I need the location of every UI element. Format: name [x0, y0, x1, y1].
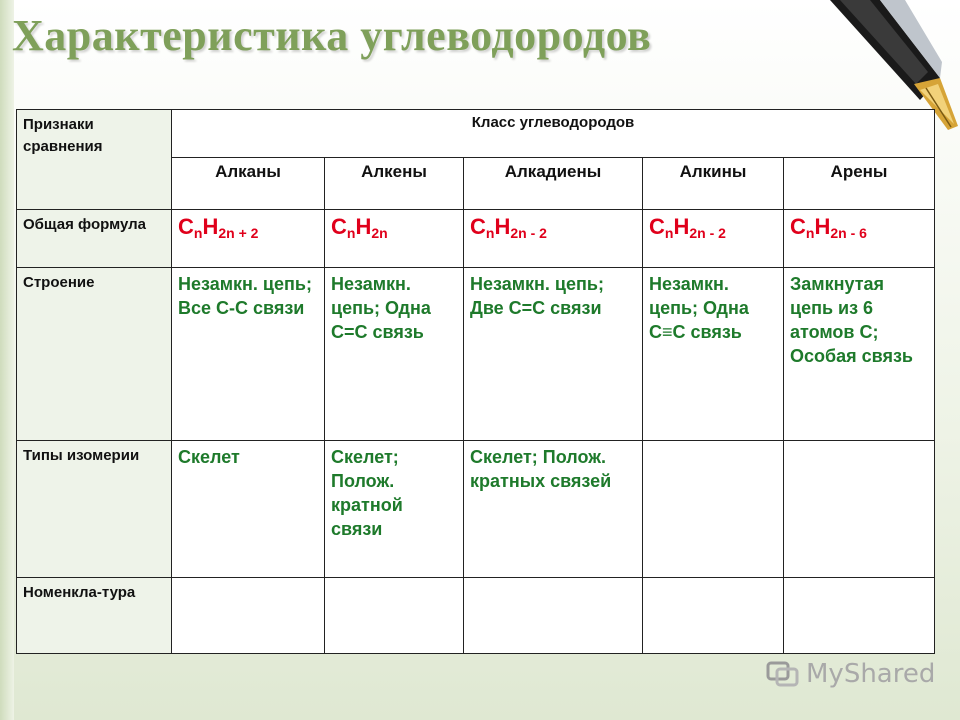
isomerism-alkenes: Скелет; Полож. кратной связи — [325, 441, 464, 578]
formula-arenes: $C_nH_{2n - 6}$ — [784, 210, 935, 268]
nomenclature-alkadienes — [464, 578, 643, 654]
table-row — [17, 210, 935, 268]
slides-logo-icon — [766, 659, 800, 689]
row-head-formula: Общая формула — [17, 210, 172, 268]
row-head-criteria: Признаки сравнения — [17, 110, 172, 210]
column-header-alkadienes: Алкадиены — [464, 158, 643, 210]
formula-alkenes: $C_nH_{2n}$ — [325, 210, 464, 268]
left-decor-band — [0, 0, 14, 720]
column-header-alkynes: Алкины — [643, 158, 784, 210]
row-head-structure: Строение — [17, 268, 172, 441]
watermark-logo — [766, 657, 936, 691]
nomenclature-arenes — [784, 578, 935, 654]
table-row — [17, 441, 935, 578]
isomerism-alkynes — [643, 441, 784, 578]
nomenclature-alkanes — [172, 578, 325, 654]
isomerism-alkanes: Скелет — [172, 441, 325, 578]
column-header-alkanes: Алканы — [172, 158, 325, 210]
nomenclature-alkenes — [325, 578, 464, 654]
isomerism-arenes — [784, 441, 935, 578]
structure-alkanes: Незамкн. цепь; Все С-С связи — [172, 268, 325, 441]
structure-alkynes: Незамкн. цепь; Одна С≡С связь — [643, 268, 784, 441]
class-header: Класс углеводородов — [172, 110, 935, 158]
formula-alkynes: $C_nH_{2n - 2}$ — [643, 210, 784, 268]
formula-alkadienes: $C_nH_{2n - 2}$ — [464, 210, 643, 268]
row-head-isomerism: Типы изомерии — [17, 441, 172, 578]
table-row — [17, 110, 935, 158]
nomenclature-alkynes — [643, 578, 784, 654]
row-head-nomenclature: Номенкла-тура — [17, 578, 172, 654]
watermark-text: MyShared — [806, 659, 936, 689]
table-row — [17, 578, 935, 654]
table-row — [17, 268, 935, 441]
structure-alkadienes: Незамкн. цепь; Две С=С связи — [464, 268, 643, 441]
page-title: Характеристика углеводородов — [12, 11, 652, 60]
structure-arenes: Замкнутая цепь из 6 атомов С; Особая связь — [784, 268, 935, 441]
formula-alkanes: $C_nH_{2n + 2}$ — [172, 210, 325, 268]
hydrocarbons-table — [16, 109, 935, 654]
column-header-arenes: Арены — [784, 158, 935, 210]
structure-alkenes: Незамкн. цепь; Одна С=С связь — [325, 268, 464, 441]
column-header-alkenes: Алкены — [325, 158, 464, 210]
isomerism-alkadienes: Скелет; Полож. кратных связей — [464, 441, 643, 578]
